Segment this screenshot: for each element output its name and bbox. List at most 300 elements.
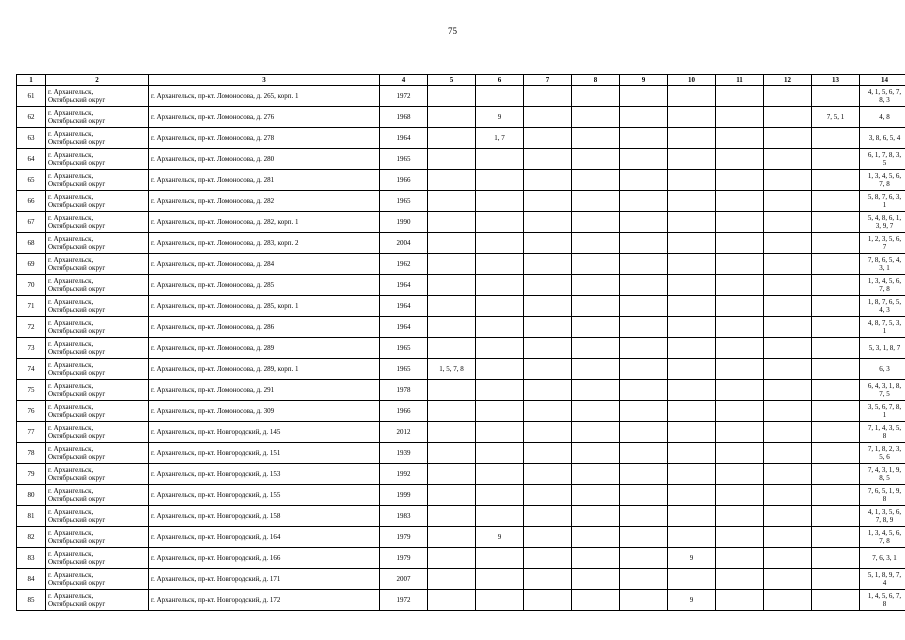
- table-row: [17, 86, 905, 107]
- address-cell: г. Архангельск, пр-кт. Новгородский, д. 171: [149, 569, 380, 590]
- value-cell-c11: [716, 86, 764, 107]
- value-cell-c10: [668, 422, 716, 443]
- value-cell-c7: [524, 380, 572, 401]
- address-cell: г. Архангельск, пр-кт. Новгородский, д. 158: [149, 506, 380, 527]
- value-cell-c11: [716, 443, 764, 464]
- column-header: 13: [812, 75, 860, 86]
- row-number-cell: 81: [17, 506, 46, 527]
- row-number-cell: 61: [17, 86, 46, 107]
- year-cell: 1979: [380, 527, 428, 548]
- table-row: [17, 212, 905, 233]
- c14-line: 7, 4, 3, 1, 9,: [867, 465, 902, 474]
- district-cell: [46, 275, 149, 296]
- value-cell-c13: [812, 527, 860, 548]
- row-number-cell: 73: [17, 338, 46, 359]
- value-cell-c9: [620, 590, 668, 611]
- district-line: Октябрьский округ: [48, 138, 106, 146]
- c14-line: 1, 3, 4, 5, 6,: [867, 171, 902, 180]
- value-cell-c8: [572, 275, 620, 296]
- value-cell-c14: [860, 506, 905, 527]
- district-cell: [46, 569, 149, 590]
- value-cell-c14: [860, 275, 905, 296]
- row-number-cell: 70: [17, 275, 46, 296]
- value-cell-c14: [860, 338, 905, 359]
- district-line: Октябрьский округ: [48, 117, 106, 125]
- row-number-cell: 85: [17, 590, 46, 611]
- table-row: [17, 254, 905, 275]
- address-cell: г. Архангельск, пр-кт. Ломоносова, д. 284: [149, 254, 380, 275]
- c14-line: 5, 1, 8, 9, 7,: [867, 570, 902, 579]
- district-cell: [46, 170, 149, 191]
- value-cell-c9: [620, 128, 668, 149]
- c14-line: 3, 1: [879, 264, 890, 272]
- row-number-cell: 72: [17, 317, 46, 338]
- value-cell-c12: [764, 401, 812, 422]
- value-cell-c14: [860, 548, 905, 569]
- value-cell-c13: [812, 338, 860, 359]
- value-cell-c7: [524, 233, 572, 254]
- address-cell: г. Архангельск, пр-кт. Ломоносова, д. 280: [149, 149, 380, 170]
- value-cell-c11: [716, 149, 764, 170]
- table-row: [17, 569, 905, 590]
- district-line: Октябрьский округ: [48, 159, 106, 167]
- value-cell-c5: [428, 86, 476, 107]
- c14-line: 7, 5: [879, 390, 890, 398]
- c14-line: 7, 1, 8, 2, 3,: [867, 444, 902, 453]
- table-row: [17, 527, 905, 548]
- district-cell: [46, 317, 149, 338]
- value-cell-c11: [716, 275, 764, 296]
- year-cell: 1964: [380, 128, 428, 149]
- value-cell-c6: [476, 506, 524, 527]
- value-cell-c11: [716, 128, 764, 149]
- column-header: 2: [46, 75, 149, 86]
- value-cell-c11: [716, 485, 764, 506]
- value-cell-c7: [524, 590, 572, 611]
- value-cell-c9: [620, 380, 668, 401]
- value-cell-c12: [764, 317, 812, 338]
- value-cell-c5: [428, 107, 476, 128]
- district-line: Октябрьский округ: [48, 579, 106, 587]
- table-row: [17, 275, 905, 296]
- value-cell-c7: [524, 359, 572, 380]
- c14-line: 7, 6, 5, 1, 9,: [867, 486, 902, 495]
- value-cell-c12: [764, 296, 812, 317]
- row-number-cell: 65: [17, 170, 46, 191]
- value-cell-c7: [524, 149, 572, 170]
- value-cell-c8: [572, 170, 620, 191]
- value-cell-c12: [764, 107, 812, 128]
- value-cell-c7: [524, 275, 572, 296]
- value-cell-c14: [860, 107, 905, 128]
- value-cell-c6: [476, 590, 524, 611]
- value-cell-c10: [668, 296, 716, 317]
- value-cell-c13: [812, 422, 860, 443]
- value-cell-c7: [524, 317, 572, 338]
- value-cell-c5: [428, 128, 476, 149]
- value-cell-c9: [620, 275, 668, 296]
- value-cell-c11: [716, 569, 764, 590]
- address-cell: г. Архангельск, пр-кт. Новгородский, д. 151: [149, 443, 380, 464]
- district-line: г. Архангельск,: [48, 381, 94, 390]
- district-cell: [46, 590, 149, 611]
- value-cell-c14: [860, 128, 905, 149]
- district-cell: [46, 464, 149, 485]
- value-cell-c7: [524, 527, 572, 548]
- district-line: г. Архангельск,: [48, 402, 94, 411]
- value-cell-c13: [812, 233, 860, 254]
- value-cell-c14: [860, 422, 905, 443]
- district-line: г. Архангельск,: [48, 507, 94, 516]
- value-cell-c14: [860, 464, 905, 485]
- value-cell-c10: [668, 443, 716, 464]
- table-row: [17, 464, 905, 485]
- value-cell-c10: [668, 569, 716, 590]
- value-cell-c5: [428, 401, 476, 422]
- c14-line: 3, 5, 6, 7, 8,: [867, 402, 902, 411]
- c14-line: 8, 5: [879, 474, 890, 482]
- value-cell-c6: [476, 548, 524, 569]
- value-cell-c7: [524, 191, 572, 212]
- value-cell-c6: [476, 464, 524, 485]
- value-cell-c9: [620, 506, 668, 527]
- year-cell: 1965: [380, 338, 428, 359]
- row-number-cell: 69: [17, 254, 46, 275]
- value-cell-c13: [812, 359, 860, 380]
- c14-line: 7, 8: [879, 285, 890, 293]
- c14-line: 1, 2, 3, 5, 6,: [867, 234, 902, 243]
- district-cell: [46, 107, 149, 128]
- column-header: 3: [149, 75, 380, 86]
- value-cell-c8: [572, 86, 620, 107]
- c14-line: 4, 1, 3, 5, 6,: [867, 507, 902, 516]
- value-cell-c5: [428, 212, 476, 233]
- c14-line: 8: [882, 432, 887, 440]
- value-cell-c5: 1, 5, 7, 8: [428, 359, 476, 380]
- value-cell-c7: [524, 485, 572, 506]
- value-cell-c8: [572, 233, 620, 254]
- year-cell: 1978: [380, 380, 428, 401]
- row-number-cell: 84: [17, 569, 46, 590]
- value-cell-c7: [524, 86, 572, 107]
- value-cell-c14: [860, 317, 905, 338]
- table-row: [17, 443, 905, 464]
- district-cell: [46, 443, 149, 464]
- district-line: Октябрьский округ: [48, 495, 106, 503]
- district-line: г. Архангельск,: [48, 591, 94, 600]
- district-cell: [46, 359, 149, 380]
- address-cell: г. Архангельск, пр-кт. Ломоносова, д. 278: [149, 128, 380, 149]
- district-line: г. Архангельск,: [48, 528, 94, 537]
- value-cell-c8: [572, 422, 620, 443]
- value-cell-c10: [668, 317, 716, 338]
- district-line: Октябрьский округ: [48, 348, 106, 356]
- value-cell-c12: [764, 254, 812, 275]
- value-cell-c5: [428, 590, 476, 611]
- value-cell-c5: [428, 422, 476, 443]
- value-cell-c12: [764, 569, 812, 590]
- district-line: Октябрьский округ: [48, 537, 106, 545]
- value-cell-c12: [764, 338, 812, 359]
- value-cell-c8: [572, 107, 620, 128]
- district-cell: [46, 527, 149, 548]
- district-line: Октябрьский округ: [48, 411, 106, 419]
- value-cell-c12: [764, 506, 812, 527]
- district-cell: [46, 233, 149, 254]
- row-number-cell: 67: [17, 212, 46, 233]
- value-cell-c8: [572, 380, 620, 401]
- value-cell-c10: [668, 149, 716, 170]
- value-cell-c8: [572, 443, 620, 464]
- row-number-cell: 83: [17, 548, 46, 569]
- value-cell-c6: 1, 7: [476, 128, 524, 149]
- c14-line: 7, 8, 9: [875, 516, 894, 524]
- year-cell: 1979: [380, 548, 428, 569]
- district-line: г. Архангельск,: [48, 255, 94, 264]
- c14-line: 4, 1, 5, 6, 7,: [867, 87, 902, 96]
- year-cell: 1990: [380, 212, 428, 233]
- table-row: [17, 107, 905, 128]
- value-cell-c9: [620, 296, 668, 317]
- district-line: г. Архангельск,: [48, 465, 94, 474]
- column-header: 1: [17, 75, 46, 86]
- c14-line: 5: [882, 159, 887, 167]
- year-cell: 1964: [380, 317, 428, 338]
- row-number-cell: 63: [17, 128, 46, 149]
- value-cell-c13: [812, 485, 860, 506]
- c14-line: 1, 3, 4, 5, 6,: [867, 276, 902, 285]
- value-cell-c5: [428, 170, 476, 191]
- value-cell-c11: [716, 107, 764, 128]
- value-cell-c11: [716, 506, 764, 527]
- table-row: [17, 359, 905, 380]
- value-cell-c12: [764, 149, 812, 170]
- value-cell-c9: [620, 401, 668, 422]
- value-cell-c11: [716, 401, 764, 422]
- value-cell-c10: [668, 464, 716, 485]
- value-cell-c6: [476, 569, 524, 590]
- value-cell-c6: [476, 191, 524, 212]
- value-cell-c7: [524, 569, 572, 590]
- column-header: 4: [380, 75, 428, 86]
- district-line: г. Архангельск,: [48, 318, 94, 327]
- value-cell-c10: [668, 485, 716, 506]
- value-cell-c9: [620, 527, 668, 548]
- value-cell-c12: [764, 212, 812, 233]
- row-number-cell: 80: [17, 485, 46, 506]
- value-cell-c14: [860, 380, 905, 401]
- value-cell-c6: [476, 275, 524, 296]
- district-line: Октябрьский округ: [48, 306, 106, 314]
- value-cell-c10: [668, 380, 716, 401]
- value-cell-c11: [716, 317, 764, 338]
- c14-line: 7, 8: [879, 537, 890, 545]
- value-cell-c9: [620, 569, 668, 590]
- value-cell-c9: [620, 149, 668, 170]
- value-cell-c5: [428, 527, 476, 548]
- value-cell-c14: [860, 191, 905, 212]
- c14-line: 4, 3: [879, 306, 890, 314]
- address-cell: г. Архангельск, пр-кт. Новгородский, д. 172: [149, 590, 380, 611]
- district-line: г. Архангельск,: [48, 87, 94, 96]
- row-number-cell: 79: [17, 464, 46, 485]
- c14-line: 5, 8, 7, 6, 3,: [867, 192, 902, 201]
- row-number-cell: 75: [17, 380, 46, 401]
- address-cell: г. Архангельск, пр-кт. Новгородский, д. 166: [149, 548, 380, 569]
- value-cell-c5: [428, 569, 476, 590]
- value-cell-c11: [716, 380, 764, 401]
- c14-line: 6, 1, 7, 8, 3,: [867, 150, 902, 159]
- value-cell-c7: [524, 401, 572, 422]
- address-cell: г. Архангельск, пр-кт. Новгородский, д. 155: [149, 485, 380, 506]
- value-cell-c13: [812, 149, 860, 170]
- value-cell-c9: [620, 317, 668, 338]
- value-cell-c10: 9: [668, 548, 716, 569]
- value-cell-c8: [572, 527, 620, 548]
- district-line: Октябрьский округ: [48, 243, 106, 251]
- value-cell-c6: 9: [476, 527, 524, 548]
- value-cell-c9: [620, 485, 668, 506]
- value-cell-c14: [860, 254, 905, 275]
- column-header: 10: [668, 75, 716, 86]
- value-cell-c8: [572, 296, 620, 317]
- row-number-cell: 71: [17, 296, 46, 317]
- value-cell-c12: [764, 233, 812, 254]
- value-cell-c12: [764, 191, 812, 212]
- value-cell-c14: [860, 485, 905, 506]
- year-cell: 1965: [380, 149, 428, 170]
- value-cell-c14: [860, 527, 905, 548]
- value-cell-c12: [764, 359, 812, 380]
- value-cell-c13: [812, 170, 860, 191]
- address-cell: г. Архангельск, пр-кт. Новгородский, д. 145: [149, 422, 380, 443]
- c14-line: 7, 6, 3, 1: [872, 553, 897, 562]
- value-cell-c11: [716, 296, 764, 317]
- value-cell-c5: [428, 443, 476, 464]
- value-cell-c13: [812, 464, 860, 485]
- c14-line: 1, 4, 5, 6, 7,: [867, 591, 902, 600]
- value-cell-c14: [860, 296, 905, 317]
- c14-line: 1: [882, 327, 887, 335]
- value-cell-c13: [812, 128, 860, 149]
- value-cell-c13: [812, 212, 860, 233]
- value-cell-c8: [572, 317, 620, 338]
- value-cell-c11: [716, 422, 764, 443]
- value-cell-c9: [620, 359, 668, 380]
- value-cell-c14: [860, 233, 905, 254]
- value-cell-c6: [476, 443, 524, 464]
- year-cell: 2004: [380, 233, 428, 254]
- district-line: Октябрьский округ: [48, 390, 106, 398]
- c14-line: 8: [882, 495, 887, 503]
- address-cell: г. Архангельск, пр-кт. Новгородский, д. 153: [149, 464, 380, 485]
- district-line: г. Архангельск,: [48, 444, 94, 453]
- year-cell: 1939: [380, 443, 428, 464]
- table-row: [17, 149, 905, 170]
- value-cell-c14: [860, 590, 905, 611]
- value-cell-c10: [668, 191, 716, 212]
- c14-line: 8: [882, 600, 887, 608]
- header-row: [17, 75, 905, 86]
- c14-line: 4: [882, 579, 887, 587]
- housing-register-table: [16, 74, 905, 611]
- address-cell: г. Архангельск, пр-кт. Ломоносова, д. 291: [149, 380, 380, 401]
- value-cell-c5: [428, 296, 476, 317]
- value-cell-c5: [428, 338, 476, 359]
- value-cell-c12: [764, 128, 812, 149]
- district-line: г. Архангельск,: [48, 360, 94, 369]
- c14-line: 7, 8: [879, 180, 890, 188]
- page-number: 75: [448, 26, 457, 36]
- column-header: 6: [476, 75, 524, 86]
- value-cell-c9: [620, 548, 668, 569]
- value-cell-c9: [620, 338, 668, 359]
- value-cell-c8: [572, 128, 620, 149]
- value-cell-c12: [764, 527, 812, 548]
- value-cell-c10: [668, 506, 716, 527]
- value-cell-c6: [476, 317, 524, 338]
- value-cell-c11: [716, 527, 764, 548]
- value-cell-c5: [428, 317, 476, 338]
- value-cell-c14: [860, 401, 905, 422]
- value-cell-c6: [476, 422, 524, 443]
- district-cell: [46, 380, 149, 401]
- year-cell: 1964: [380, 296, 428, 317]
- value-cell-c13: [812, 86, 860, 107]
- address-cell: г. Архангельск, пр-кт. Ломоносова, д. 283, корп. 2: [149, 233, 380, 254]
- value-cell-c5: [428, 191, 476, 212]
- year-cell: 1972: [380, 86, 428, 107]
- value-cell-c13: [812, 275, 860, 296]
- district-cell: [46, 338, 149, 359]
- c14-line: 7, 1, 4, 3, 5,: [867, 423, 902, 432]
- c14-line: 1: [882, 411, 887, 419]
- value-cell-c6: [476, 149, 524, 170]
- address-cell: г. Архангельск, пр-кт. Ломоносова, д. 289, корп. 1: [149, 359, 380, 380]
- district-line: Октябрьский округ: [48, 264, 106, 272]
- value-cell-c7: [524, 170, 572, 191]
- district-line: Октябрьский округ: [48, 474, 106, 482]
- district-line: г. Архангельск,: [48, 213, 94, 222]
- value-cell-c11: [716, 170, 764, 191]
- value-cell-c5: [428, 233, 476, 254]
- value-cell-c10: [668, 107, 716, 128]
- table-row: [17, 233, 905, 254]
- column-header: 14: [860, 75, 905, 86]
- c14-line: 3, 9, 7: [875, 222, 894, 230]
- district-cell: [46, 548, 149, 569]
- district-line: г. Архангельск,: [48, 339, 94, 348]
- c14-line: 5, 6: [879, 453, 890, 461]
- c14-line: 1, 8, 7, 6, 5,: [867, 297, 902, 306]
- table-row: [17, 191, 905, 212]
- value-cell-c9: [620, 254, 668, 275]
- value-cell-c10: [668, 128, 716, 149]
- value-cell-c14: [860, 149, 905, 170]
- value-cell-c7: [524, 107, 572, 128]
- district-line: Октябрьский округ: [48, 96, 106, 104]
- column-header: 11: [716, 75, 764, 86]
- value-cell-c8: [572, 401, 620, 422]
- value-cell-c7: [524, 464, 572, 485]
- table-row: [17, 338, 905, 359]
- value-cell-c12: [764, 548, 812, 569]
- value-cell-c13: [812, 380, 860, 401]
- district-cell: [46, 485, 149, 506]
- value-cell-c12: [764, 464, 812, 485]
- address-cell: г. Архангельск, пр-кт. Ломоносова, д. 285: [149, 275, 380, 296]
- district-line: Октябрьский округ: [48, 222, 106, 230]
